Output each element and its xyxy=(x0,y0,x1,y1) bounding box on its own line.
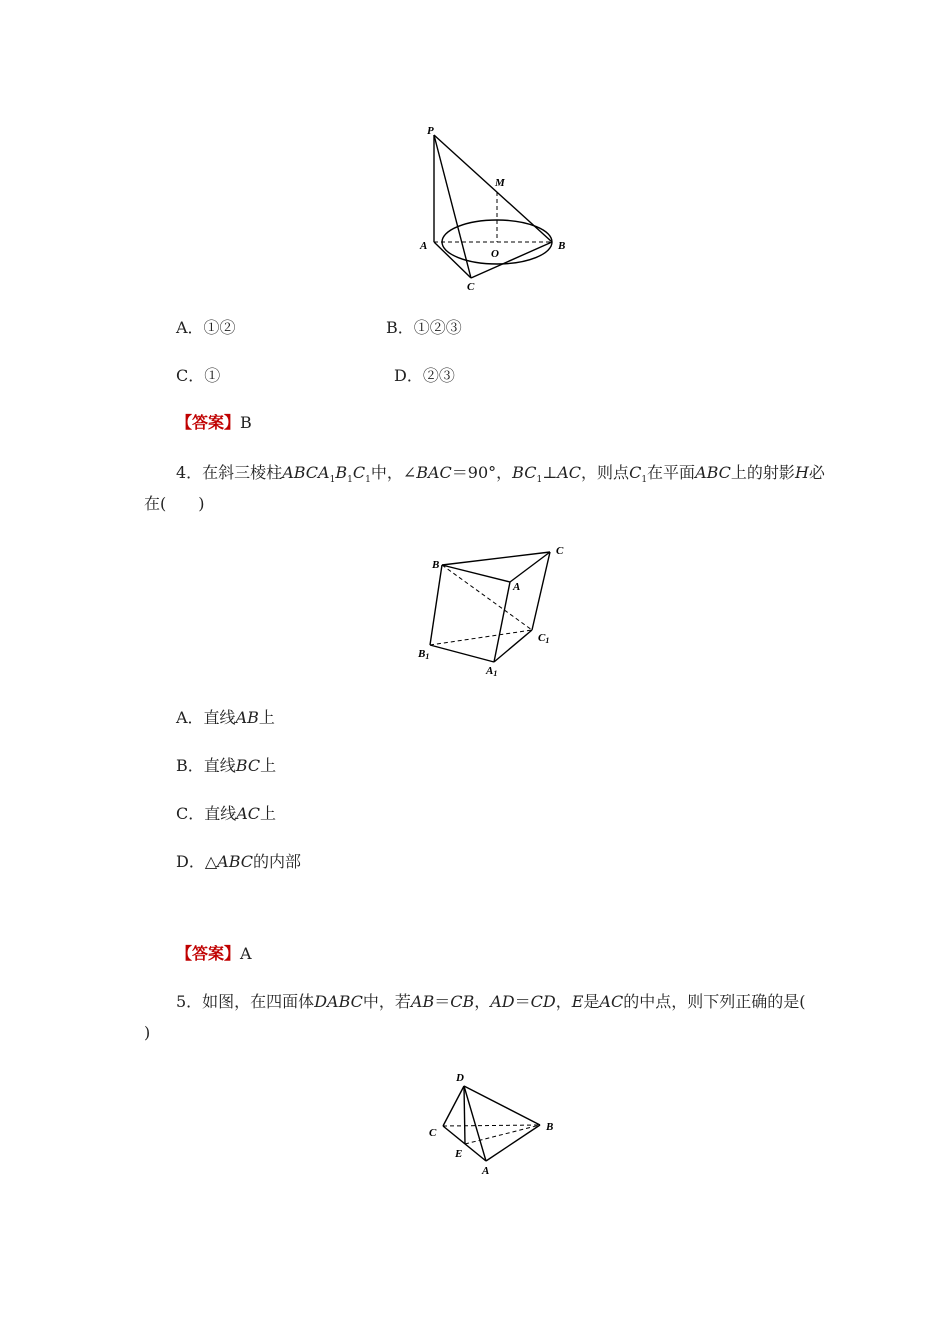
figure-oblique-prism xyxy=(410,540,580,680)
q4-option-d: D．△ABC的内部 xyxy=(176,852,302,871)
label-E: E xyxy=(455,1148,463,1160)
label-C: C xyxy=(467,281,475,293)
q4-stem-line1: 4．在斜三棱柱$ABCA_1B_1C_1$中，∠BAC＝90°，$BC_1\perp AC$，则点$C_1$在平面ABC上的射影H必 xyxy=(176,463,825,486)
q5-stem-line2: ) xyxy=(144,1023,151,1042)
q4-option-c: C．直线AC上 xyxy=(176,804,277,823)
edge-DA xyxy=(464,1086,486,1161)
label-C: C xyxy=(429,1127,437,1139)
figure-tetrahedron xyxy=(422,1066,562,1182)
q3-option-c: C．① xyxy=(176,366,221,385)
label-A: A xyxy=(420,240,428,252)
edge-DB xyxy=(464,1086,540,1125)
answer-tag: 【答案】 xyxy=(176,413,241,432)
edge-DC xyxy=(443,1086,464,1126)
edge-CB xyxy=(443,1125,540,1126)
label-B: B xyxy=(558,240,566,252)
label-C1: C1 xyxy=(538,632,550,645)
label-B: B xyxy=(546,1121,554,1133)
label-M: M xyxy=(495,177,505,189)
label-A: A xyxy=(482,1165,490,1177)
answer-tag: 【答案】 xyxy=(176,944,241,963)
q4-answer xyxy=(176,944,252,964)
label-P: P xyxy=(427,125,434,137)
edge-PC xyxy=(434,135,471,278)
q3-answer xyxy=(176,413,252,433)
segment-DE xyxy=(464,1086,465,1144)
q3-option-b: B．①②③ xyxy=(386,318,462,337)
label-C: C xyxy=(556,545,564,557)
q3-option-a: A．①② xyxy=(176,318,236,337)
edge-BC xyxy=(442,552,550,565)
edge-CB xyxy=(471,242,552,278)
edge-AB xyxy=(486,1125,540,1161)
edge-BA xyxy=(442,565,510,582)
label-A: A xyxy=(513,581,521,593)
label-B: B xyxy=(432,559,440,571)
q5-stem-line1: 5．如图，在四面体DABC中，若AB＝CB，AD＝CD，E是AC的中点，则下列正确的是( xyxy=(176,992,806,1011)
label-A1: A1 xyxy=(486,665,498,678)
label-O: O xyxy=(491,248,499,260)
edge-PB xyxy=(434,135,552,242)
q4-stem-line2: 在( ) xyxy=(144,494,205,513)
figure-cone-pyramid xyxy=(415,120,575,295)
answer-value: A xyxy=(240,944,252,963)
edge-B1A1 xyxy=(430,645,494,662)
label-D: D xyxy=(456,1072,464,1084)
q4-option-a: A．直线AB上 xyxy=(176,708,275,727)
edge-BB1 xyxy=(430,565,442,645)
answer-value: B xyxy=(240,413,252,432)
q3-option-d: D．②③ xyxy=(394,366,455,385)
label-B1: B1 xyxy=(418,648,430,661)
q4-option-b: B．直线BC上 xyxy=(176,756,277,775)
